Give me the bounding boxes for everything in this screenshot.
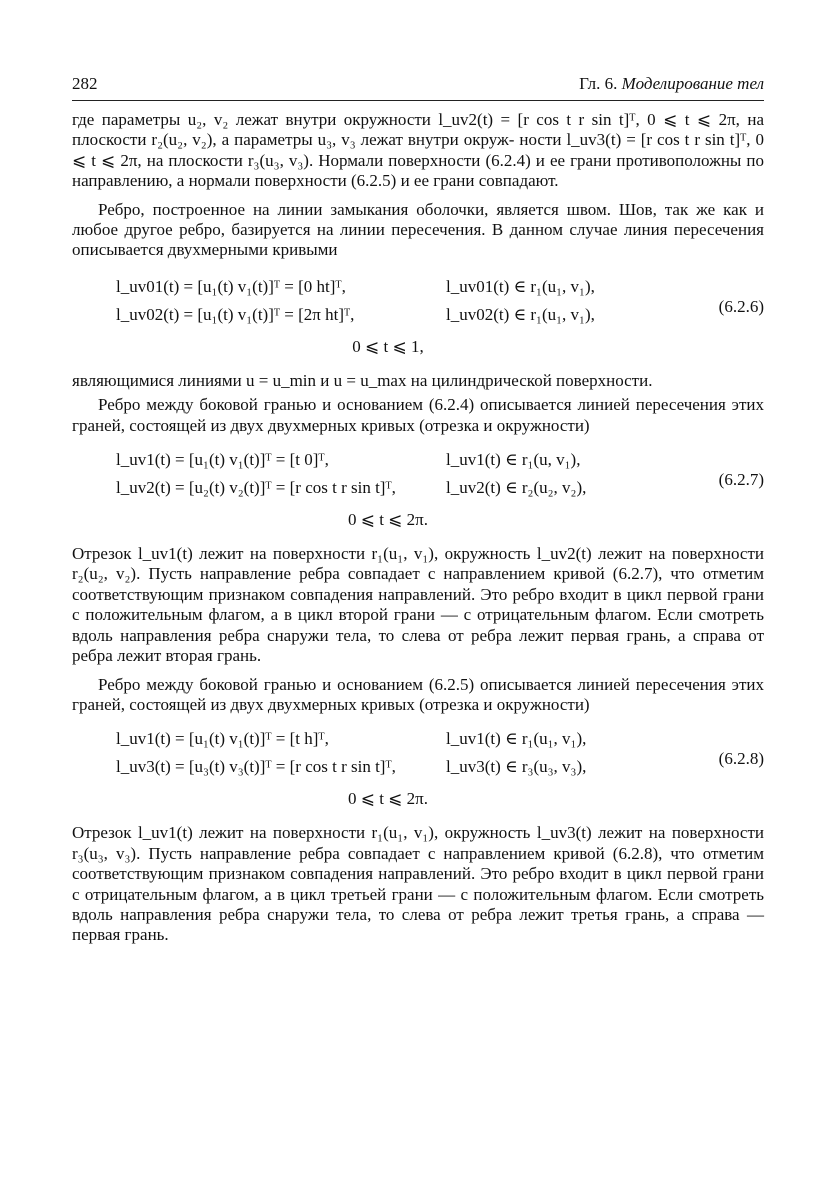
p1-line-5: поверхности (6.2.5) и ее грани совпадают. (254, 171, 559, 191)
chapter-title: Моделирование тел (621, 74, 764, 93)
eq628-range: 0 ⩽ t ⩽ 2π. (347, 789, 429, 809)
running-header (72, 74, 764, 94)
paragraph-6: Ребро между боковой гранью и основанием (6.2.5) описывается линией пересечения этих граней, состоящей из двух двухмерных кривых (отрезка и окружности) (72, 674, 764, 714)
page-number: 282 (72, 74, 98, 93)
chapter-label: Гл. 6. (579, 74, 618, 93)
paragraph-5: Отрезок l_uv1(t) лежит на поверхности r₁(u₁, v₁), окружность l_uv2(t) лежит на поверхности r₂(u₂, v₂). Пусть направление ребра совпадает с направлением кривой (6.2.7), что отметим соответствующим признаком совпадения направлений. Это ребро входит в цикл первой грани с положительным флагом, а в цикл второй грани — с отрицательным флагом. Если смотреть вдоль направления ребра снаружи тела, то слева от ребра лежит первая грань, а справа от ребра лежит вторая грань. (72, 544, 764, 666)
eq628-row1-rhs: l_uv1(t) ∈ r₁(u₁, v₁), (446, 729, 587, 749)
paragraph-4: Ребро между боковой гранью и основанием (6.2.4) описывается линией пересечения этих граней, состоящей из двух двухмерных кривых (отрезка и окружности) (72, 395, 764, 435)
eq626-number: (6.2.6) (718, 296, 764, 316)
equation-6-2-6 (72, 277, 764, 361)
p1-line-4: поверхности (6.2.4) и ее грани противоположны по направлению, а нормали (72, 150, 764, 191)
eq627-row1-lhs: l_uv1(t) = [u₁(t) v₁(t)]ᵀ = [t 0]ᵀ, (116, 450, 329, 470)
eq627-row2-lhs: l_uv2(t) = [u₂(t) v₂(t)]ᵀ = [r cos t r sin t]ᵀ, (116, 478, 396, 498)
eq627-number: (6.2.7) (718, 470, 764, 490)
eq628-number: (6.2.8) (718, 749, 764, 769)
equation-6-2-8 (72, 729, 764, 813)
eq626-range: 0 ⩽ t ⩽ 1, (352, 336, 424, 356)
running-title (579, 74, 764, 94)
eq626-row2-rhs: l_uv02(t) ∈ r₁(u₁, v₁), (446, 304, 595, 324)
eq627-row1-rhs: l_uv1(t) ∈ r₁(u, v₁), (446, 450, 581, 470)
paragraph-3: являющимися линиями u = u_min и u = u_max на цилиндрической поверхности. (72, 370, 653, 390)
p1-line-2: 0 ⩽ t ⩽ 2π, на плоскости r₂(u₂, v₂), а параметры u₃, v₃ лежат внутри окруж- (72, 110, 765, 150)
eq628-row2-rhs: l_uv3(t) ∈ r₃(u₃, v₃), (446, 757, 587, 777)
paragraph-2: Ребро, построенное на линии замыкания оболочки, является швом. Шов, так же как и любое другое ребро, базируется на линии пересечения. В данном случае линия пересечения описывается двухмерными кривыми (72, 199, 764, 260)
eq627-row2-rhs: l_uv2(t) ∈ r₂(u₂, v₂), (446, 478, 587, 498)
p1-line-3: ности l_uv3(t) = [r cos t r sin t]ᵀ, 0 ⩽ t ⩽ 2π, на плоскости r₃(u₃, v₃). Нормали (72, 130, 765, 170)
header-rule (72, 100, 764, 101)
eq627-range: 0 ⩽ t ⩽ 2π. (347, 510, 429, 530)
eq628-row1-lhs: l_uv1(t) = [u₁(t) v₁(t)]ᵀ = [t h]ᵀ, (116, 729, 329, 749)
eq626-row1-rhs: l_uv01(t) ∈ r₁(u₁, v₁), (446, 276, 595, 296)
p1-line-1: где параметры u₂, v₂ лежат внутри окружности l_uv2(t) = [r cos t r sin t]ᵀ, (72, 110, 640, 129)
equation-6-2-7 (72, 450, 764, 534)
paragraph-7: Отрезок l_uv1(t) лежит на поверхности r₁(u₁, v₁), окружность l_uv3(t) лежит на поверхности r₃(u₃, v₃). Пусть направление ребра совпадает с направлением кривой (6.2.8), что отметим соответствующим признаком совпадения направлений. Это ребро входит в цикл первой грани с отрицательным флагом, а в цикл третьей грани — с положительным флагом. Если смотреть вдоль направления ребра снаружи тела, то слева от ребра лежит третья грань, а справа — первая грань. (72, 823, 764, 945)
page-body (72, 110, 764, 946)
eq626-row1-lhs: l_uv01(t) = [u₁(t) v₁(t)]ᵀ = [0 ht]ᵀ, (116, 276, 346, 296)
paragraph-1 (72, 110, 764, 192)
eq626-row2-lhs: l_uv02(t) = [u₁(t) v₁(t)]ᵀ = [2π ht]ᵀ, (116, 304, 355, 324)
eq628-row2-lhs: l_uv3(t) = [u₃(t) v₃(t)]ᵀ = [r cos t r sin t]ᵀ, (116, 757, 396, 777)
